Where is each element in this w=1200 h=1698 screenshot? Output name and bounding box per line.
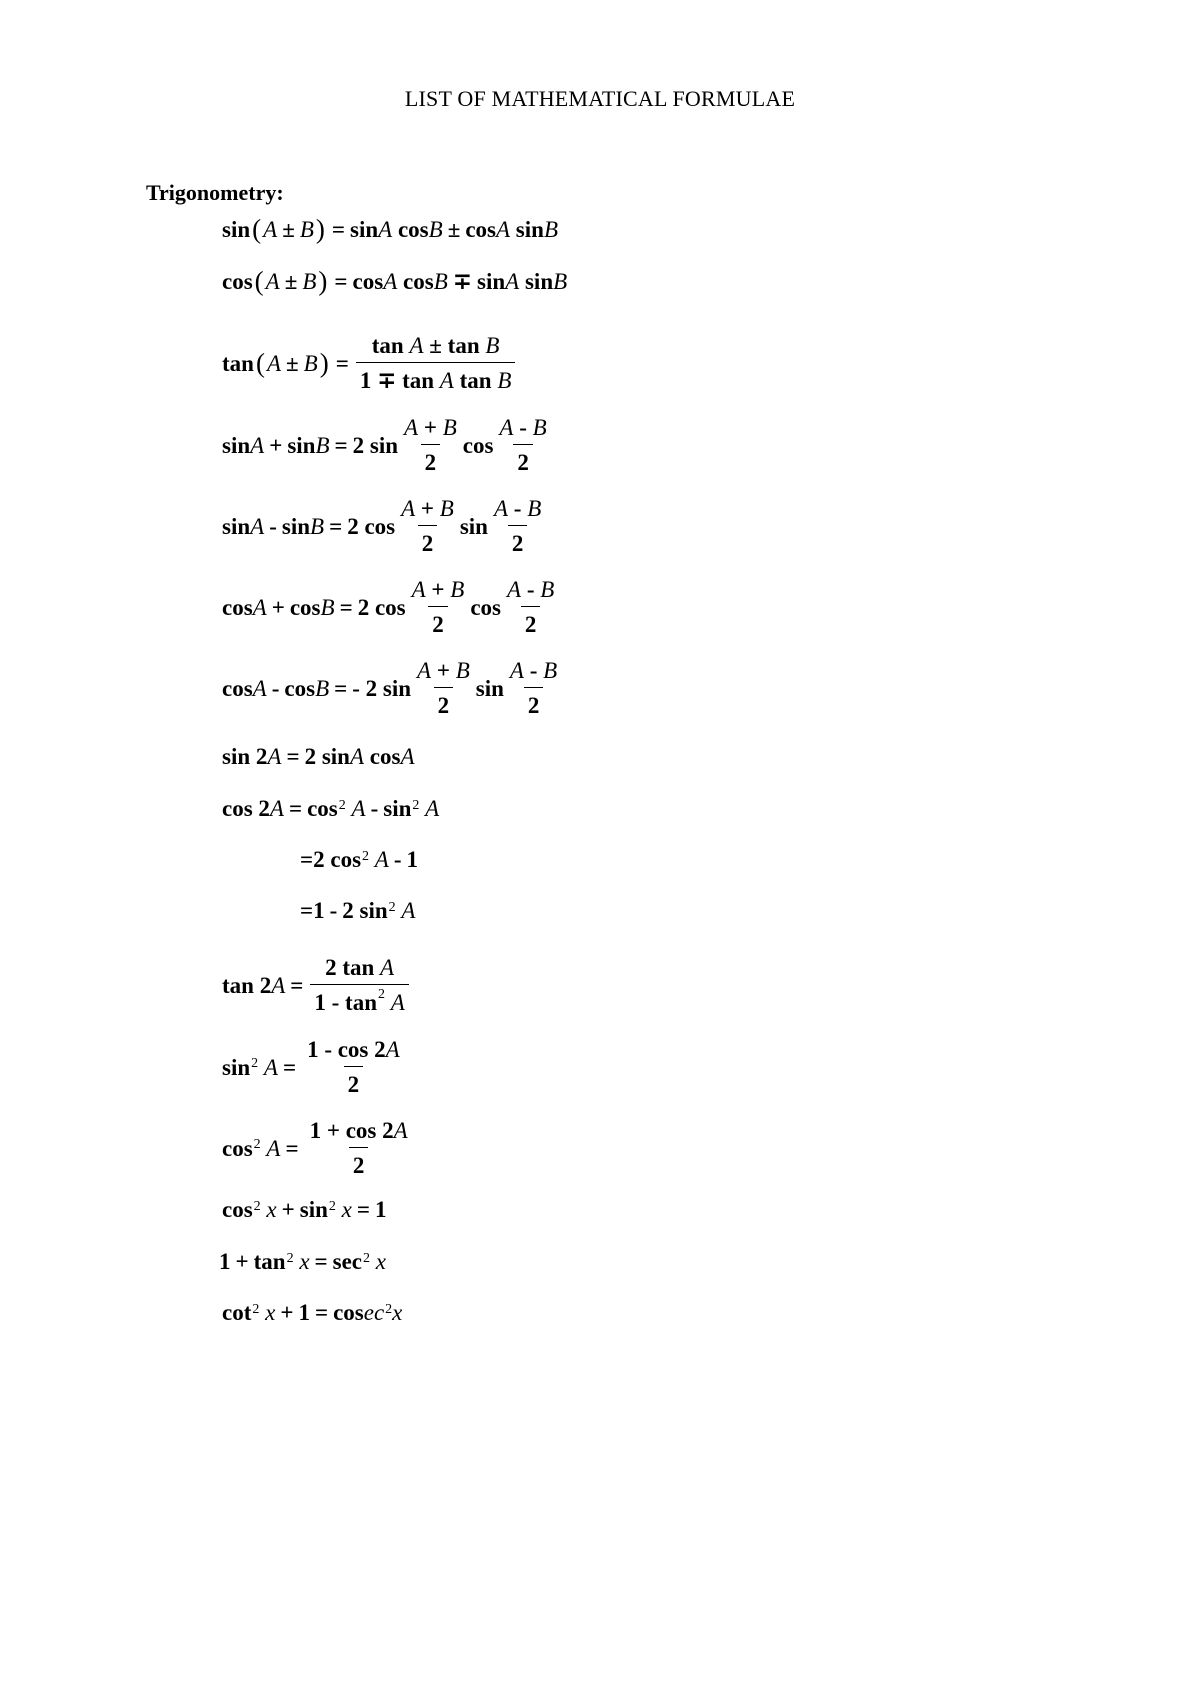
formula-cos-sum: cos ( A ± B ) = cos A cos B ∓ sin A sin B — [222, 266, 568, 296]
formula-pythagorean-3: cot $^2$ x + 1 = cos ec $^2$ x — [222, 1300, 403, 1325]
formula-sin-add: sin A + sin B = 2 sin $\frac{A + B}{2}$ cos $\frac{A - B}{2}$ — [222, 416, 553, 474]
formula-cos-double-alt1: =2 cos $^2$ A - 1 — [300, 847, 418, 872]
fraction: $\frac{\text{2 tan A}}{1 - \tan^2 A}$ — [310, 956, 408, 1014]
fraction: $\frac{\text{tan A ± tan B}}{\text{1 ∓ tan A tan B}}$ — [356, 334, 516, 392]
fraction: $\frac{A + B}{2}$ — [401, 496, 454, 556]
formula-pythagorean-1: cos $^2$ x + sin $^2$ x = 1 — [222, 1197, 387, 1222]
formula-sin-sum: sin ( A ± B ) = sin A cos B ± cos A sin B — [222, 214, 558, 244]
fraction: $\frac{A - B}{2}$ — [493, 496, 542, 556]
formula-tan-sum: tan ( A ± B ) = $\frac{\text{tan A ± tan B}}{\text{1 ∓ tan A tan B}}$ — [222, 334, 517, 392]
formula-cos-double: cos 2 A = cos $^2$ A - sin $^2$ A — [222, 796, 440, 821]
fraction: $\frac{1 - \cos 2A}{2}$ — [307, 1037, 400, 1097]
formula-sin-double: sin 2 A = 2 sin A cos A — [222, 744, 415, 769]
section-heading-trigonometry: Trigonometry: — [146, 180, 284, 205]
page-title: LIST OF MATHEMATICAL FORMULAE — [404, 86, 796, 111]
fraction: $\frac{A + B}{2}$ — [417, 658, 470, 718]
formula-cos-square: cos $^2$ A = $\frac{1 + \cos 2A}{2}$ — [222, 1119, 414, 1177]
formula-cos-sub: cos A - cos B = - 2 sin $\frac{A + B}{2}$ sin $\frac{A - B}{2}$ — [222, 659, 563, 717]
formula-cos-double-alt2: =1 - 2 sin $^2$ A — [300, 898, 416, 923]
fraction: $\frac{1 + \cos 2A}{2}$ — [309, 1118, 408, 1178]
formula-sin-square: sin $^2$ A = $\frac{1 - \cos 2A}{2}$ — [222, 1038, 406, 1096]
formula-tan-double: tan 2 A = $\frac{\text{2 tan A}}{1 - \tan^2 A}$ — [222, 956, 411, 1014]
formula-pythagorean-2: 1 + tan $^2$ x = sec $^2$ x — [219, 1249, 386, 1274]
fraction: $\frac{A + B}{2}$ — [404, 415, 457, 475]
formula-sin-sub: sin A - sin B = 2 cos $\frac{A + B}{2}$ sin $\frac{A - B}{2}$ — [222, 497, 547, 555]
fraction: $\frac{A + B}{2}$ — [411, 577, 465, 637]
fraction: $\frac{A - B}{2}$ — [507, 577, 555, 637]
formula-cos-add: cos A + cos B = 2 cos $\frac{A + B}{2}$ cos $\frac{A - B}{2}$ — [222, 578, 560, 636]
fraction: $\frac{A - B}{2}$ — [509, 658, 558, 718]
fraction: $\frac{A - B}{2}$ — [499, 415, 547, 475]
